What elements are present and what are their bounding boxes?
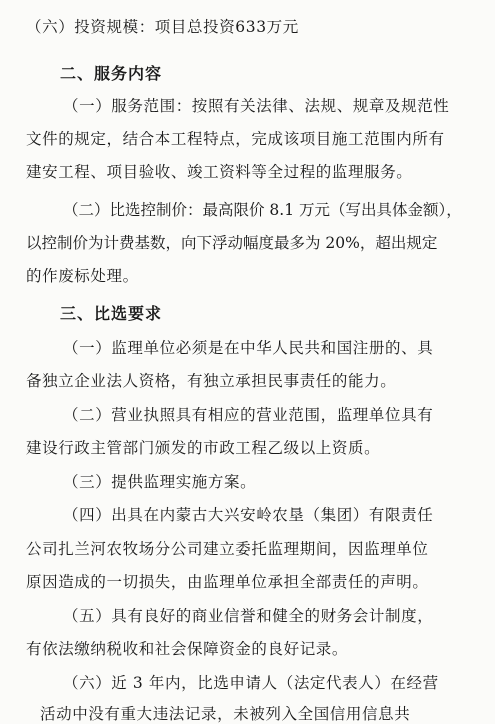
paragraph-line: （一）监理单位必须是在中华人民共和国注册的、具 — [63, 339, 434, 357]
paragraph-line: 活动中没有重大违法记录，未被列入全国信用信息共 — [40, 705, 411, 723]
paragraph-line: 备独立企业法人资格，有独立承担民事责任的能力。 — [26, 372, 397, 390]
paragraph-line: （六）近 3 年内，比选申请人（法定代表人）在经营 — [63, 674, 439, 692]
paragraph-line: 建设行政主管部门颁发的市政工程乙级以上资质。 — [26, 439, 381, 457]
paragraph-line: 公司扎兰河农牧场分公司建立委托监理期间，因监理单位 — [26, 540, 429, 558]
paragraph-line: 的作废标处理。 — [26, 267, 139, 285]
paragraph-line: （三）提供监理实施方案。 — [63, 473, 257, 491]
paragraph-line: （五）具有良好的商业信誉和健全的财务会计制度， — [63, 607, 434, 625]
paragraph-line: 有依法缴纳税收和社会保障资金的良好记录。 — [26, 640, 349, 658]
section-heading-selection-requirements: 三、比选要求 — [60, 304, 163, 323]
paragraph-line: （二）比选控制价：最高限价 8.1 万元（写出具体金额）， — [63, 201, 462, 219]
paragraph-line: （二）营业执照具有相应的营业范围，监理单位具有 — [63, 406, 434, 424]
investment-scale-line: （六）投资规模：项目总投资633万元 — [26, 18, 299, 36]
paragraph-line: （四）出具在内蒙古大兴安岭农垦（集团）有限责任 — [63, 506, 434, 524]
paragraph-line: 文件的规定，结合本工程特点，完成该项目施工范围内所有 — [26, 130, 445, 148]
section-heading-service-content: 二、服务内容 — [60, 64, 163, 83]
paragraph-line: 建安工程、项目验收、竣工资料等全过程的监理服务。 — [26, 163, 413, 181]
paragraph-line: 以控制价为计费基数，向下浮动幅度最多为 20%，超出规定 — [26, 234, 438, 252]
paragraph-line: （一）服务范围：按照有关法律、法规、规章及规范性 — [63, 97, 450, 115]
paragraph-line: 原因造成的一切损失，由监理单位承担全部责任的声明。 — [26, 573, 429, 591]
